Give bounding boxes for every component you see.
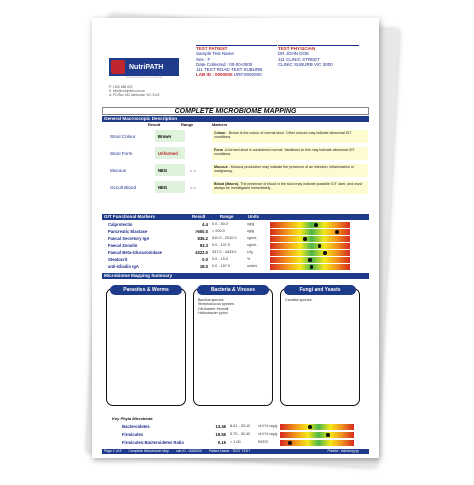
- phyla-unit: x10^11 org/g: [258, 432, 278, 436]
- report-footer: [102, 449, 369, 454]
- git-col-range: Range: [220, 214, 234, 219]
- git-marker-unit: ug/mL: [247, 236, 257, 240]
- macro-result: NEG: [155, 164, 185, 176]
- git-col-units: Units: [248, 214, 259, 219]
- git-marker-value: 93.3: [199, 243, 208, 248]
- parasites-panel-title: Parasites & Worms: [110, 285, 182, 295]
- git-marker-unit: units/L: [247, 264, 258, 268]
- phyla-value: 19.55: [215, 432, 226, 437]
- git-level-dot: [323, 251, 327, 255]
- git-marker-name: Faecal Zonulin: [108, 243, 138, 248]
- summary-section-bar: Microbiome Mapping Summary: [102, 273, 369, 279]
- git-marker-range: 0.0 - 157.0: [212, 264, 231, 268]
- phyla-level-gauge: [280, 440, 354, 446]
- git-marker-value: 4322.0: [195, 250, 208, 255]
- fungi-list: [285, 298, 313, 302]
- git-marker-unit: U/g: [247, 250, 253, 254]
- phyla-name: Firmicutes:Bacteroidetes Ratio: [122, 440, 184, 445]
- phyla-level-gauge: [280, 424, 354, 430]
- git-level-gauge: [270, 257, 350, 263]
- git-marker-range: 337.0 - 4433.0: [212, 250, 237, 254]
- patient-block: [196, 46, 262, 78]
- phyla-range: < 1.00: [230, 440, 241, 444]
- lab-postal: A: PO Box 442 Ashburton VIC 3142: [109, 93, 160, 97]
- report-page: [92, 18, 379, 458]
- phyla-name: Bacteroidetes: [122, 424, 150, 429]
- git-col-result: Result: [192, 214, 206, 219]
- git-row: [102, 257, 369, 263]
- physician-name: DR JOHN DOE: [278, 51, 310, 57]
- lab-name: NutriPATH: [129, 63, 164, 71]
- git-marker-value: >500.0: [195, 229, 208, 234]
- macro-row-blood: [102, 180, 369, 194]
- clinic-street: 111 CLINIC STREET: [278, 56, 320, 62]
- git-marker-unit: %: [247, 257, 251, 261]
- patient-address: 111 TEST ROAD TEST SUBURB: [196, 67, 263, 73]
- git-level-dot: [310, 265, 314, 269]
- git-row: [102, 243, 369, 249]
- patient-sex: Sex : F: [196, 56, 211, 62]
- git-level-gauge: [270, 229, 350, 235]
- git-marker-range: > 200.0: [212, 229, 225, 233]
- git-marker-name: Steatocrit: [108, 257, 128, 262]
- git-level-gauge: [270, 264, 350, 270]
- macro-note: [212, 147, 368, 160]
- git-level-dot: [318, 244, 322, 248]
- footer-page: Page 1 of 8: [104, 449, 122, 453]
- bacteria-item: Streptococcus species: [198, 302, 234, 307]
- macro-row-form: [102, 146, 369, 160]
- footer-report: Complete Microbiome Map: [128, 449, 169, 453]
- macro-row-colour: [102, 129, 369, 143]
- macro-note-key: Blood (Macro): [214, 182, 239, 186]
- ur-number: UR#:0000000: [233, 72, 262, 78]
- lab-tagline: INTEGRATIVE PATHOLOGY SERVICES: [126, 77, 163, 79]
- macro-label: Stool Form: [110, 151, 133, 156]
- macro-note-key: Form: [214, 148, 223, 152]
- footer-printed: Printed : dd/mm/yyyy: [327, 449, 359, 453]
- phyla-row: [102, 440, 369, 446]
- date-collected: Date Collected : 00-00-0000: [196, 61, 253, 67]
- phyla-name: Firmicutes: [122, 432, 144, 437]
- git-marker-unit: ug/g: [247, 222, 254, 226]
- git-marker-value: 4.4: [202, 222, 208, 227]
- phyla-level-dot: [288, 441, 292, 445]
- macro-note: [212, 164, 368, 177]
- macro-note-text: - The presence of blood in the stool may indicate possible GIT ulcer, and must always be investigated immediately.: [214, 182, 363, 191]
- patient-name: Sample Test Name: [196, 51, 234, 57]
- phyla-title: Key Phyla Microbiota: [112, 416, 153, 421]
- macro-note-text: -A formed stool is considered normal. Variations to this may indicate abnormal GIT conditions.: [214, 148, 355, 157]
- phyla-value: 13.46: [215, 424, 226, 429]
- git-row: [102, 250, 369, 256]
- physician-block: [278, 46, 333, 67]
- git-level-dot: [335, 230, 339, 234]
- fungi-item: Candida species.: [285, 298, 313, 302]
- macro-col-range: Range: [181, 122, 194, 127]
- phyla-range: 5.70 - 30.40: [230, 432, 251, 436]
- phyla-range: 8.61 - 33.10: [230, 424, 251, 428]
- git-row: [102, 264, 369, 270]
- macro-note-text: - Mucous production may indicate the presence of an infection, inflammation or malignancy.: [214, 165, 355, 174]
- macro-result: Unformed: [155, 147, 185, 159]
- phyla-value: 0.15: [217, 440, 226, 445]
- macro-note-key: Mucous: [214, 165, 228, 169]
- report-title: COMPLETE MICROBIOME MAPPING: [102, 107, 369, 115]
- git-level-dot: [303, 237, 307, 241]
- fungi-panel-title: Fungi and Yeasts: [284, 285, 356, 295]
- git-section-bar: GIT Functional Markers: [102, 214, 369, 220]
- logo-mark-icon: [111, 60, 125, 74]
- git-row: [102, 229, 369, 235]
- lab-id: LAB ID : 0000000: [196, 72, 233, 78]
- git-level-dot: [308, 258, 312, 262]
- macro-note-text: - Brown is the colour of normal stool. Other colours may indicate abnormal GIT conditions.: [214, 131, 352, 140]
- phyla-unit: x10^11 org/g: [258, 424, 278, 428]
- lab-email: E: info@nutripath.com.au: [109, 89, 146, 93]
- phyla-level-dot: [326, 433, 330, 437]
- phyla-row: [102, 432, 369, 438]
- git-marker-name: Calprotectin: [108, 222, 133, 227]
- bacteria-panel-title: Bacteria & Viruses: [197, 285, 269, 295]
- phyla-unit: RATIO: [258, 440, 269, 444]
- git-level-gauge: [270, 243, 350, 249]
- git-marker-value: 18.0: [199, 264, 208, 269]
- git-level-gauge: [270, 222, 350, 228]
- macro-label: Occult Blood: [110, 185, 137, 190]
- macro-note: [212, 130, 368, 143]
- macro-row-mucous: [102, 163, 369, 177]
- macro-note: [212, 181, 368, 194]
- git-level-gauge: [270, 236, 350, 242]
- macro-range: < <: [190, 185, 196, 190]
- git-marker-range: 0.0 - 50.0: [212, 222, 229, 226]
- macro-result: Brown: [155, 130, 185, 142]
- macro-label: Mucous: [110, 168, 127, 173]
- footer-patient: Patient Name : TEST TEST: [208, 449, 251, 453]
- phyla-level-dot: [308, 425, 312, 429]
- git-marker-range: 510.0 - 2010.0: [212, 236, 237, 240]
- nutripath-logo: [109, 58, 179, 76]
- bacteria-item: Citrobacter freundii: [198, 306, 229, 311]
- parasites-panel: [106, 288, 186, 406]
- macro-result: NEG: [155, 181, 185, 193]
- phyla-row: [102, 424, 369, 430]
- clinic-suburb: CLINIC SUBURB VIC 3000: [278, 61, 333, 67]
- git-row: [102, 222, 369, 228]
- git-marker-range: 0.0 - 107.0: [212, 243, 231, 247]
- macro-note-key: Colour: [214, 131, 226, 135]
- macro-label: Stool Colour: [110, 134, 136, 139]
- git-marker-name: Faecal Secretory IgA: [108, 236, 150, 241]
- lab-phone: P: 1300 688 522: [109, 85, 133, 89]
- git-marker-value: 0.0: [202, 257, 208, 262]
- git-marker-range: 0.0 - 15.0: [212, 257, 229, 261]
- macro-col-markers: Markers: [212, 122, 228, 127]
- phyla-level-gauge: [280, 432, 354, 438]
- git-marker-unit: ng/mL: [247, 243, 257, 247]
- physician-title: TEST PHYSICIAN: [278, 46, 316, 51]
- git-level-gauge: [270, 250, 350, 256]
- macro-col-result: Result: [148, 122, 161, 127]
- patient-title: TEST PATIENT: [196, 46, 228, 51]
- lab-address: [109, 85, 160, 97]
- git-marker-unit: ug/g: [247, 229, 254, 233]
- git-marker-name: Faecal Beta-Glucuronidase: [108, 250, 162, 255]
- git-marker-name: anti-Gliadin IgA: [108, 264, 139, 269]
- bacteria-item: Helicobacter pylori: [198, 311, 228, 316]
- macro-range: < <: [190, 168, 196, 173]
- git-marker-value: 836.2: [197, 236, 208, 241]
- macro-section-bar: General Macroscopic Description: [102, 116, 369, 122]
- git-marker-name: Pancreatic Elastase: [108, 229, 148, 234]
- fungi-panel: [280, 288, 360, 406]
- git-level-dot: [314, 223, 318, 227]
- bacteria-list: [198, 298, 234, 316]
- git-row: [102, 236, 369, 242]
- footer-lab-id: Lab ID : 0000000: [175, 449, 202, 453]
- bacteria-item: Bacillus species: [198, 298, 224, 302]
